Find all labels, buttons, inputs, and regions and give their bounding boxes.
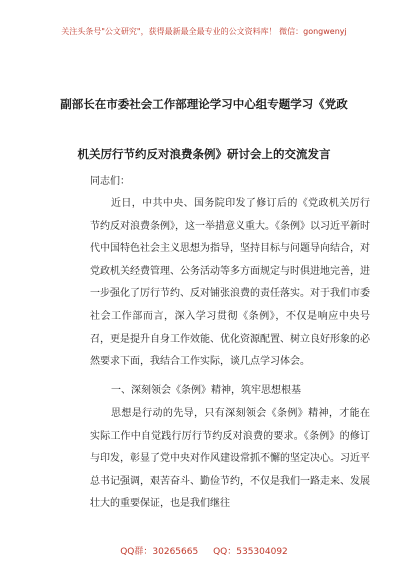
footer-qq-group: QQ群：30265665 <box>120 547 199 557</box>
footer-qq: QQ：535304092 <box>213 547 288 557</box>
footer-contact <box>0 544 408 557</box>
document-title-line-2: 机关厉行节约反对浪费条例》研讨会上的交流发言 <box>77 147 331 161</box>
document-title-line-1: 副部长在市委社会工作部理论学习中心组专题学习《党政 <box>60 97 348 111</box>
paragraph-2: 思想是行动的先导，只有深刻领会《条例》精神，才能在实际工作中自觉践行厉行节约反对浪费的要求。《条例》的修订与印发，彰显了党中央对作风建设常抓不懈的坚定决心。习近平总书记强调，艰苦奋斗、勤俭节约，不仅是我们一路走来、发展壮大的重要保证，也是我们继往 <box>90 408 370 510</box>
header-notice: 关注头条号"公文研究"，获得最新最全最专业的公文资料库！ 微信：gongwenyj <box>61 27 347 36</box>
greeting: 同志们： <box>90 176 130 187</box>
paragraph-1: 近日，中共中央、国务院印发了修订后的《党政机关厉行节约反对浪费条例》，这一举措意义重大。《条例》以习近平新时代中国特色社会主义思想为指导，坚持目标与问题导向结合，对党政机关经费管理、公务活动等多方面规定与时俱进地完善，进一步强化了厉行节约、反对铺张浪费的责任落实。对于我们市委社会工作部而言，深入学习贯彻《条例》，不仅是响应中央号召，更是提升自身工作效能、优化资源配置、树立良好形象的必然要求下面，我结合工作实际，谈几点学习体会。 <box>90 198 370 368</box>
section-1-heading: 一、深刻领会《条例》精神，筑牢思想根基 <box>111 385 301 396</box>
